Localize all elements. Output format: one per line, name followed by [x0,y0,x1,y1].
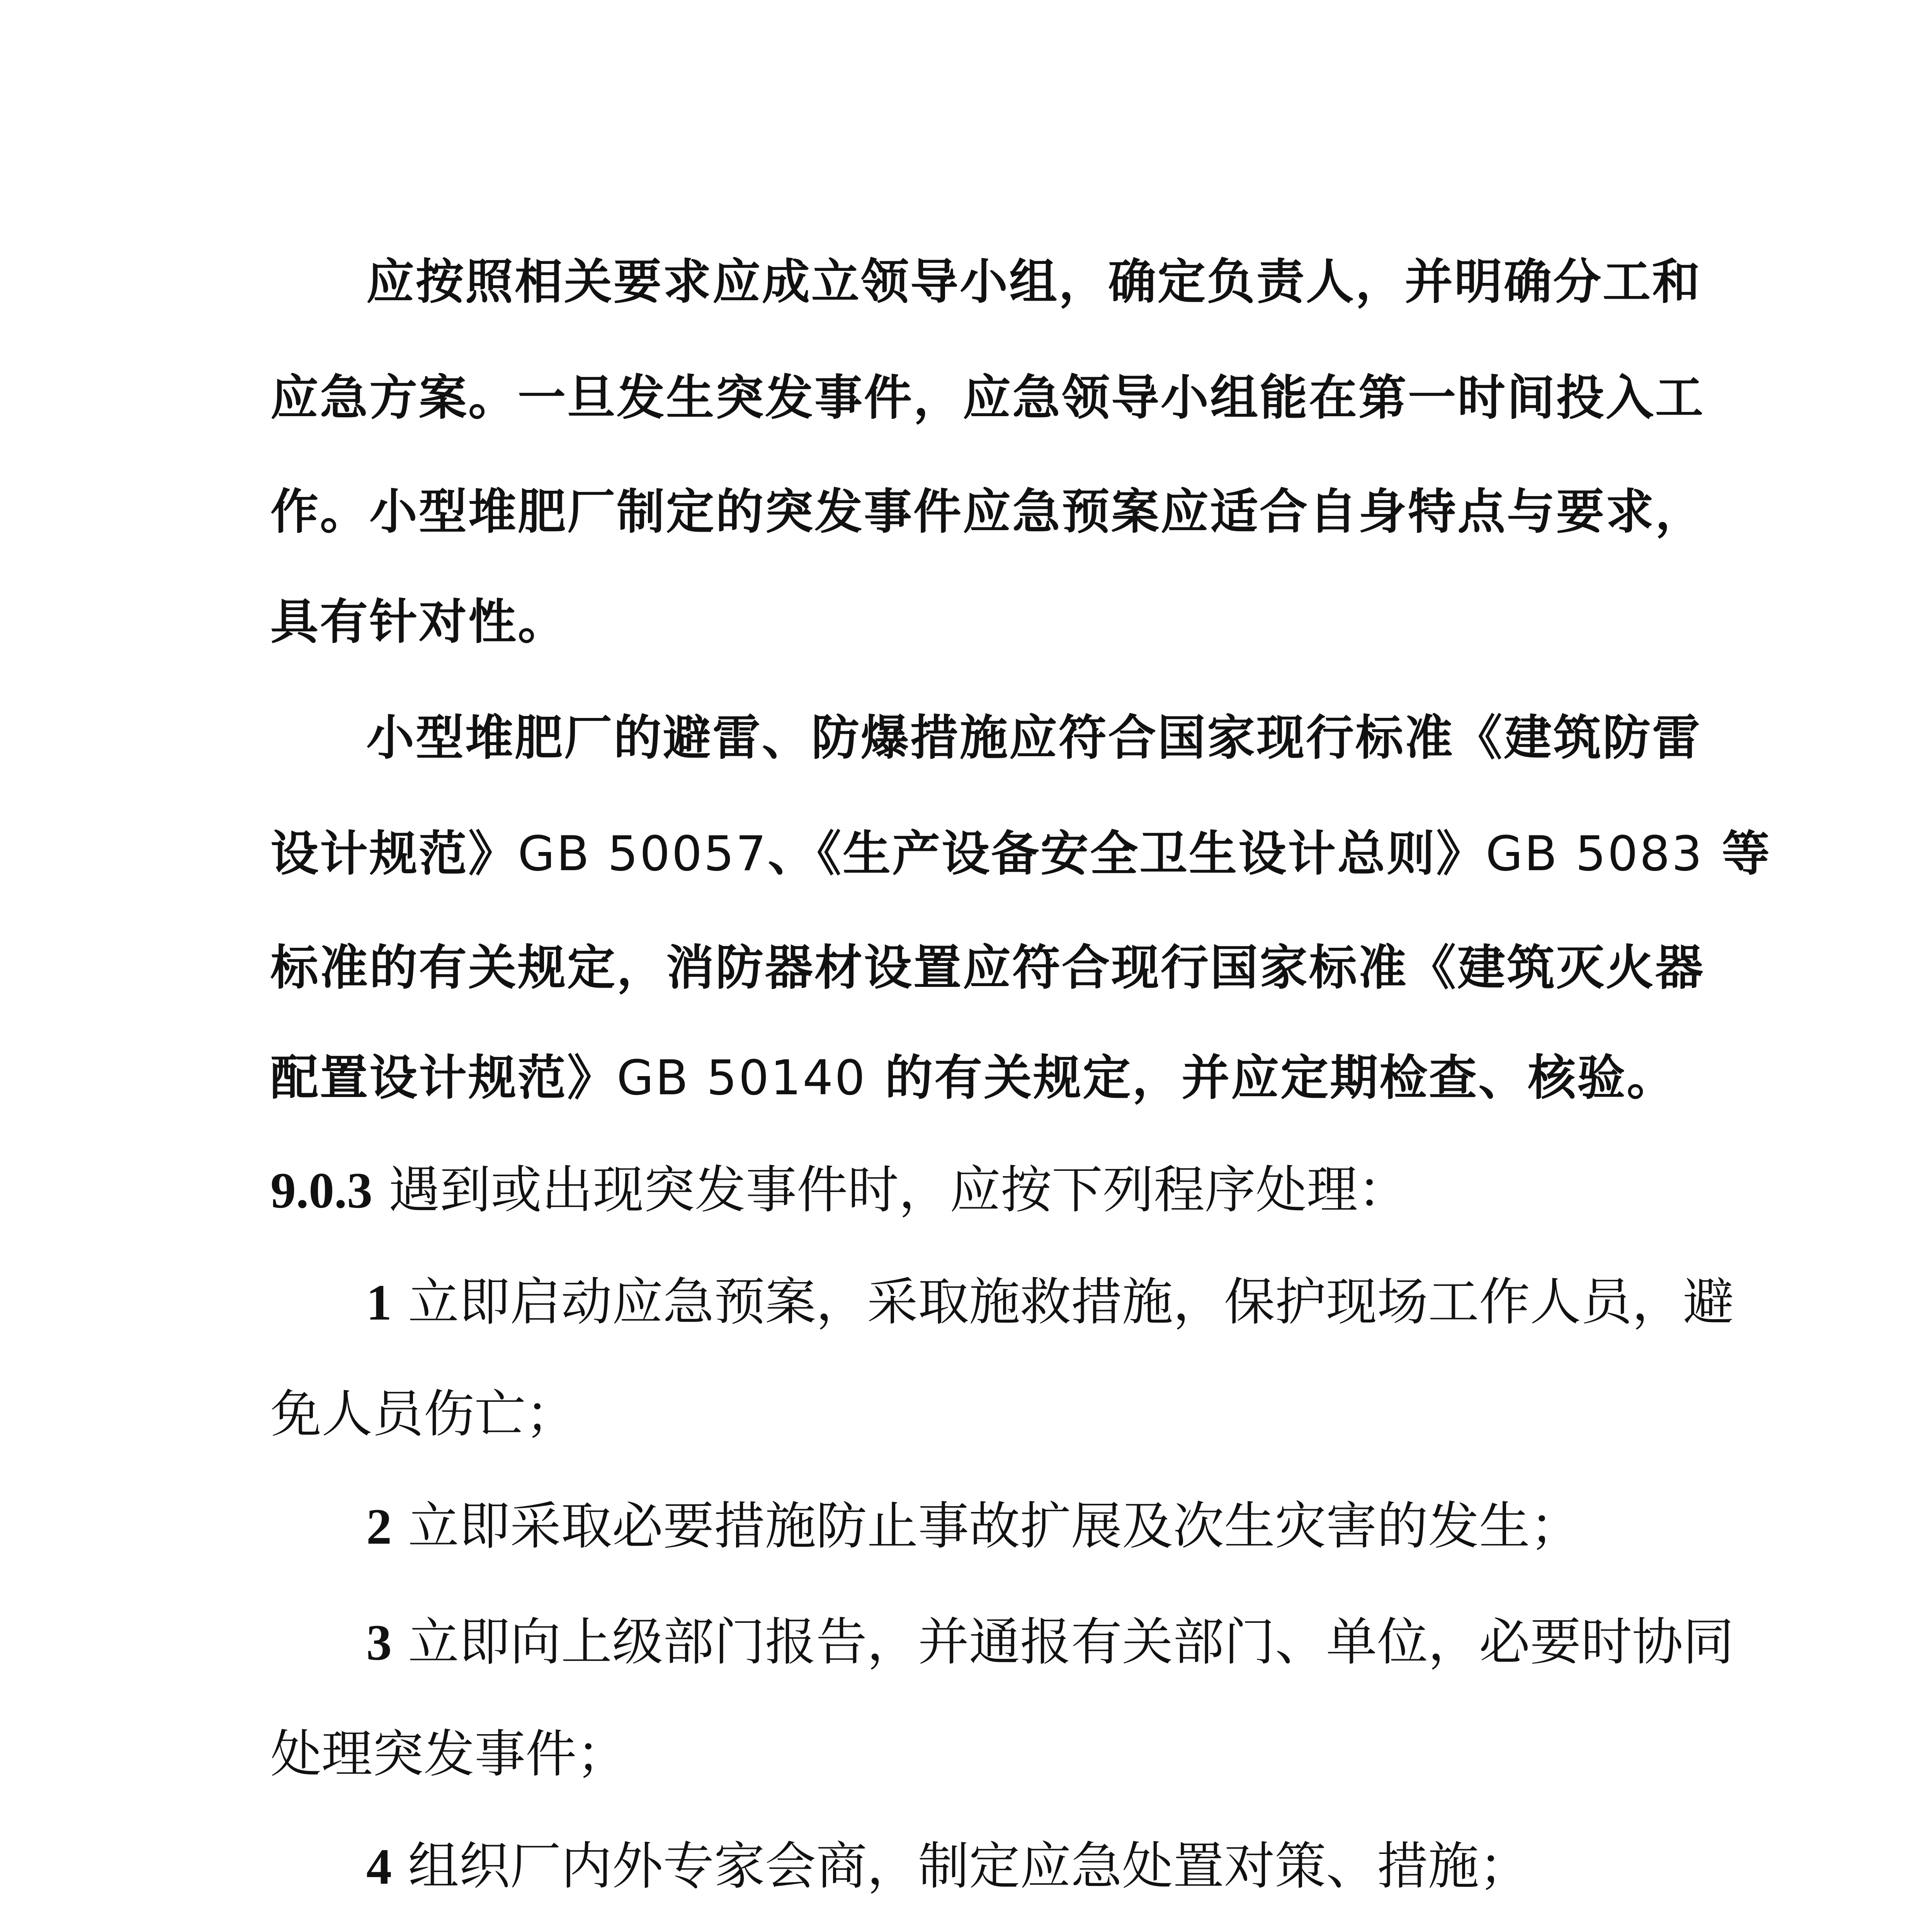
clause-903-item-4 [366,1832,1654,1901]
item-number: 1 [366,1274,392,1331]
clause-text: 遇到或出现突发事件时，应按下列程序处理： [388,1160,1409,1220]
item-number: 3 [366,1614,392,1671]
clause-903-item-3 [366,1607,1734,1677]
explanation-1-line-2: 应急方案。一旦发生突发事件，应急领导小组能在第一时间投入工 [270,370,1705,426]
explanation-1-line-3: 作。小型堆肥厂制定的突发事件应急预案应适合自身特点与要求， [270,484,1705,540]
explanation-2-text: 等 [1703,826,1771,882]
explanation-2-text: 配置设计规范》 [270,1050,617,1106]
explanation-2-text: 、《生产设备安全卫生设计总则》 [768,826,1486,882]
item-number: 2 [366,1498,392,1555]
item-text: 立即采取必要措施防止事故扩展及次生灾害的发生； [408,1497,1581,1556]
clause-903-item-1 [366,1267,1734,1337]
item-text: 组织厂内外专家会商，制定应急处置对策、措施； [408,1837,1530,1896]
explanation-2-line-2 [270,819,1771,889]
explanation-1-line-1: 应按照相关要求应成立领导小组，确定负责人，并明确分工和 [366,254,1702,310]
explanation-2-line-1: 小型堆肥厂的避雷、防爆措施应符合国家现行标准《建筑防雷 [366,710,1702,766]
explanation-2-line-3: 标准的有关规定，消防器材设置应符合现行国家标准《建筑灭火器 [270,940,1705,996]
standard-code: GB 50140 [617,1050,867,1106]
item-text: 立即向上级部门报告，并通报有关部门、单位，必要时协同 [408,1612,1734,1672]
standard-code: GB 50057 [518,826,768,882]
item-text: 立即启动应急预案，采取施救措施，保护现场工作人员，避 [408,1272,1734,1332]
explanation-2-text: 的有关规定，并应定期检查、核验。 [867,1050,1676,1106]
clause-903-heading [270,1155,1654,1225]
clause-number: 9.0.3 [270,1162,372,1219]
clause-903-item-1-cont: 免人员伤亡； [270,1384,576,1444]
clause-903-item-3-cont: 处理突发事件； [270,1725,627,1784]
standard-code: GB 5083 [1486,826,1704,882]
explanation-2-text: 设计规范》 [270,826,518,882]
explanation-2-line-4 [270,1043,1676,1113]
clause-903-item-2 [366,1492,1654,1561]
item-number: 4 [366,1838,392,1895]
explanation-1-line-4: 具有针对性。 [270,594,568,650]
